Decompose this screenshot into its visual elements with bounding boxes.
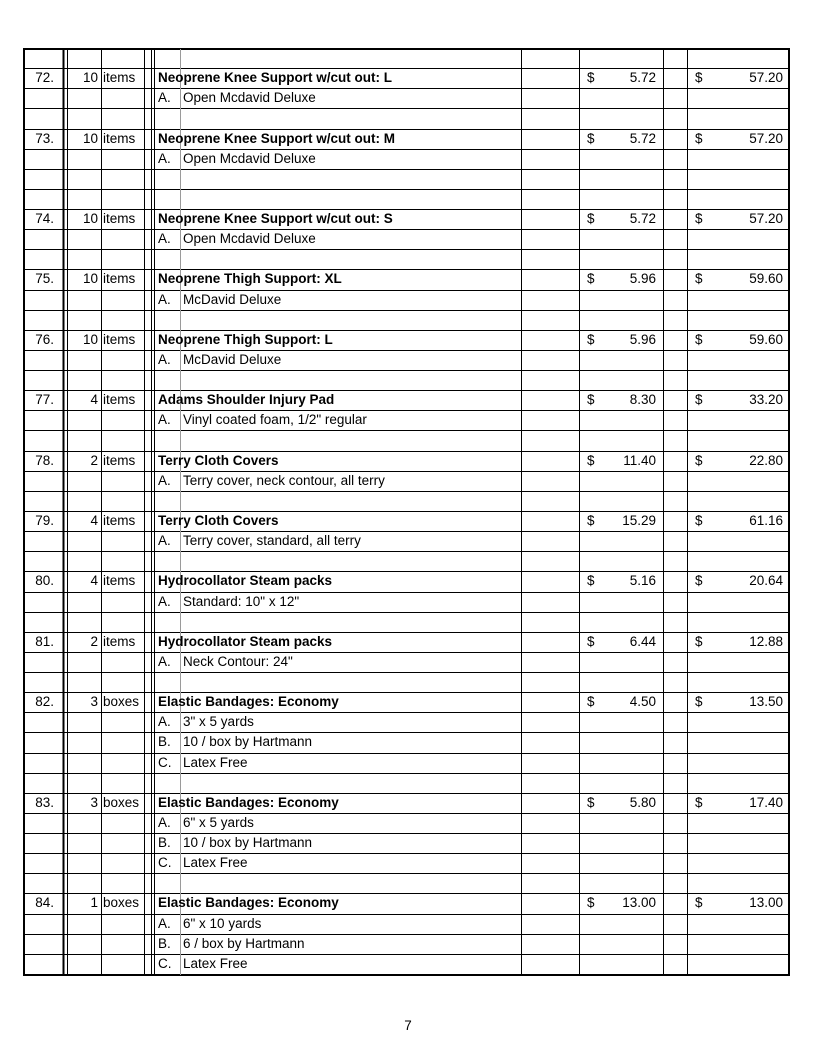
item-title: Neoprene Knee Support w/cut out: M (158, 131, 396, 146)
detail-text: Standard: 10" x 12" (183, 594, 300, 609)
detail-text: Open Mcdavid Deluxe (183, 90, 316, 105)
detail-text: Latex Free (183, 755, 248, 770)
unit-price-currency: $ (587, 694, 595, 709)
line-total: 57.20 (749, 131, 783, 146)
item-quantity: 4 (90, 392, 98, 407)
line-total: 61.16 (749, 513, 783, 528)
unit-price-currency: $ (587, 392, 595, 407)
total-currency: $ (695, 392, 703, 407)
unit-price: 15.29 (622, 513, 656, 528)
detail-text: Latex Free (183, 956, 248, 971)
item-number: 83. (35, 795, 54, 810)
unit-price: 11.40 (623, 453, 656, 468)
line-total: 57.20 (749, 211, 783, 226)
item-number: 73. (35, 131, 54, 146)
item-title: Neoprene Knee Support w/cut out: S (158, 211, 393, 226)
unit-price: 5.96 (629, 271, 656, 286)
item-unit: boxes (103, 895, 140, 910)
detail-letter: A. (158, 292, 171, 307)
detail-letter: B. (158, 734, 171, 749)
line-total: 12.88 (749, 634, 783, 649)
detail-text: McDavid Deluxe (183, 292, 282, 307)
total-currency: $ (695, 634, 703, 649)
item-title: Hydrocollator Steam packs (158, 634, 333, 649)
detail-letter: A. (158, 473, 171, 488)
detail-letter: A. (158, 594, 171, 609)
unit-price-currency: $ (587, 634, 595, 649)
item-title: Elastic Bandages: Economy (158, 895, 339, 910)
item-unit: boxes (103, 694, 140, 709)
item-quantity: 10 (82, 211, 98, 226)
detail-letter: A. (158, 654, 171, 669)
page-number: 7 (404, 1018, 412, 1033)
total-currency: $ (695, 895, 703, 910)
detail-letter: C. (158, 855, 172, 870)
total-currency: $ (695, 271, 703, 286)
unit-price: 5.72 (629, 70, 656, 85)
total-currency: $ (695, 795, 703, 810)
unit-price-currency: $ (587, 513, 595, 528)
unit-price-currency: $ (587, 271, 595, 286)
item-number: 77. (35, 392, 54, 407)
item-number: 72. (35, 70, 54, 85)
detail-text: 6" x 5 yards (183, 815, 254, 830)
unit-price: 13.00 (622, 895, 656, 910)
item-quantity: 2 (90, 453, 98, 468)
item-unit: items (103, 70, 136, 85)
unit-price: 5.80 (629, 795, 656, 810)
unit-price: 5.72 (629, 131, 656, 146)
item-title: Terry Cloth Covers (158, 453, 279, 468)
item-unit: items (103, 573, 136, 588)
unit-price-currency: $ (587, 795, 595, 810)
total-currency: $ (695, 694, 703, 709)
detail-text: Neck Contour: 24" (183, 654, 293, 669)
item-quantity: 4 (90, 573, 98, 588)
line-total: 17.40 (749, 795, 783, 810)
line-total: 57.20 (749, 70, 783, 85)
unit-price-currency: $ (587, 70, 595, 85)
detail-text: Terry cover, standard, all terry (183, 533, 361, 548)
total-currency: $ (695, 70, 703, 85)
item-quantity: 10 (82, 271, 98, 286)
total-currency: $ (695, 513, 703, 528)
item-quantity: 4 (90, 513, 98, 528)
item-unit: items (103, 513, 136, 528)
detail-letter: A. (158, 815, 171, 830)
detail-letter: A. (158, 412, 171, 427)
detail-text: McDavid Deluxe (183, 352, 282, 367)
detail-letter: A. (158, 714, 171, 729)
item-unit: items (103, 634, 136, 649)
item-title: Neoprene Thigh Support: XL (158, 271, 342, 286)
item-number: 76. (35, 332, 54, 347)
item-unit: items (103, 211, 136, 226)
item-quantity: 10 (82, 70, 98, 85)
detail-letter: A. (158, 916, 171, 931)
item-title: Neoprene Knee Support w/cut out: L (158, 70, 393, 85)
unit-price-currency: $ (587, 573, 595, 588)
line-total: 13.00 (749, 895, 783, 910)
line-total: 59.60 (749, 332, 783, 347)
detail-text: Latex Free (183, 855, 248, 870)
item-unit: items (103, 332, 136, 347)
item-unit: items (103, 271, 136, 286)
item-number: 75. (35, 271, 54, 286)
item-quantity: 2 (90, 634, 98, 649)
detail-letter: A. (158, 352, 171, 367)
unit-price: 8.30 (629, 392, 656, 407)
line-total: 13.50 (749, 694, 783, 709)
unit-price: 4.50 (629, 694, 656, 709)
item-title: Hydrocollator Steam packs (158, 573, 333, 588)
item-title: Neoprene Thigh Support: L (158, 332, 333, 347)
detail-text: 3" x 5 yards (183, 714, 254, 729)
item-number: 81. (35, 634, 54, 649)
line-total: 20.64 (749, 573, 783, 588)
detail-letter: A. (158, 231, 171, 246)
line-total: 22.80 (749, 453, 783, 468)
unit-price: 5.16 (629, 573, 656, 588)
total-currency: $ (695, 332, 703, 347)
total-currency: $ (695, 211, 703, 226)
unit-price-currency: $ (587, 211, 595, 226)
detail-text: 10 / box by Hartmann (183, 835, 313, 850)
item-quantity: 10 (82, 332, 98, 347)
total-currency: $ (695, 573, 703, 588)
item-title: Adams Shoulder Injury Pad (158, 392, 335, 407)
detail-text: Open Mcdavid Deluxe (183, 151, 316, 166)
unit-price: 5.72 (629, 211, 656, 226)
total-currency: $ (695, 131, 703, 146)
detail-text: Open Mcdavid Deluxe (183, 231, 316, 246)
item-quantity: 1 (90, 895, 98, 910)
item-number: 82. (35, 694, 54, 709)
unit-price: 5.96 (629, 332, 656, 347)
line-total: 33.20 (749, 392, 783, 407)
item-unit: items (103, 453, 136, 468)
item-number: 74. (35, 211, 54, 226)
unit-price: 6.44 (629, 634, 656, 649)
unit-price-currency: $ (587, 453, 595, 468)
detail-letter: B. (158, 936, 171, 951)
item-number: 80. (35, 573, 54, 588)
detail-letter: C. (158, 956, 172, 971)
detail-letter: B. (158, 835, 171, 850)
item-title: Elastic Bandages: Economy (158, 795, 339, 810)
unit-price-currency: $ (587, 332, 595, 347)
detail-text: Terry cover, neck contour, all terry (183, 473, 385, 488)
item-number: 84. (35, 895, 54, 910)
detail-letter: C. (158, 755, 172, 770)
item-number: 78. (35, 453, 54, 468)
detail-letter: A. (158, 151, 171, 166)
item-title: Elastic Bandages: Economy (158, 694, 339, 709)
item-quantity: 3 (90, 795, 98, 810)
unit-price-currency: $ (587, 131, 595, 146)
unit-price-currency: $ (587, 895, 595, 910)
price-sheet-table (23, 48, 790, 976)
item-unit: boxes (103, 795, 140, 810)
detail-text: 10 / box by Hartmann (183, 734, 313, 749)
item-number: 79. (35, 513, 54, 528)
item-title: Terry Cloth Covers (158, 513, 279, 528)
item-quantity: 3 (90, 694, 98, 709)
detail-text: 6" x 10 yards (183, 916, 262, 931)
line-total: 59.60 (749, 271, 783, 286)
detail-letter: A. (158, 533, 171, 548)
total-currency: $ (695, 453, 703, 468)
item-unit: items (103, 131, 136, 146)
detail-text: 6 / box by Hartmann (183, 936, 305, 951)
detail-letter: A. (158, 90, 171, 105)
item-unit: items (103, 392, 136, 407)
detail-text: Vinyl coated foam, 1/2" regular (183, 412, 367, 427)
item-quantity: 10 (82, 131, 98, 146)
